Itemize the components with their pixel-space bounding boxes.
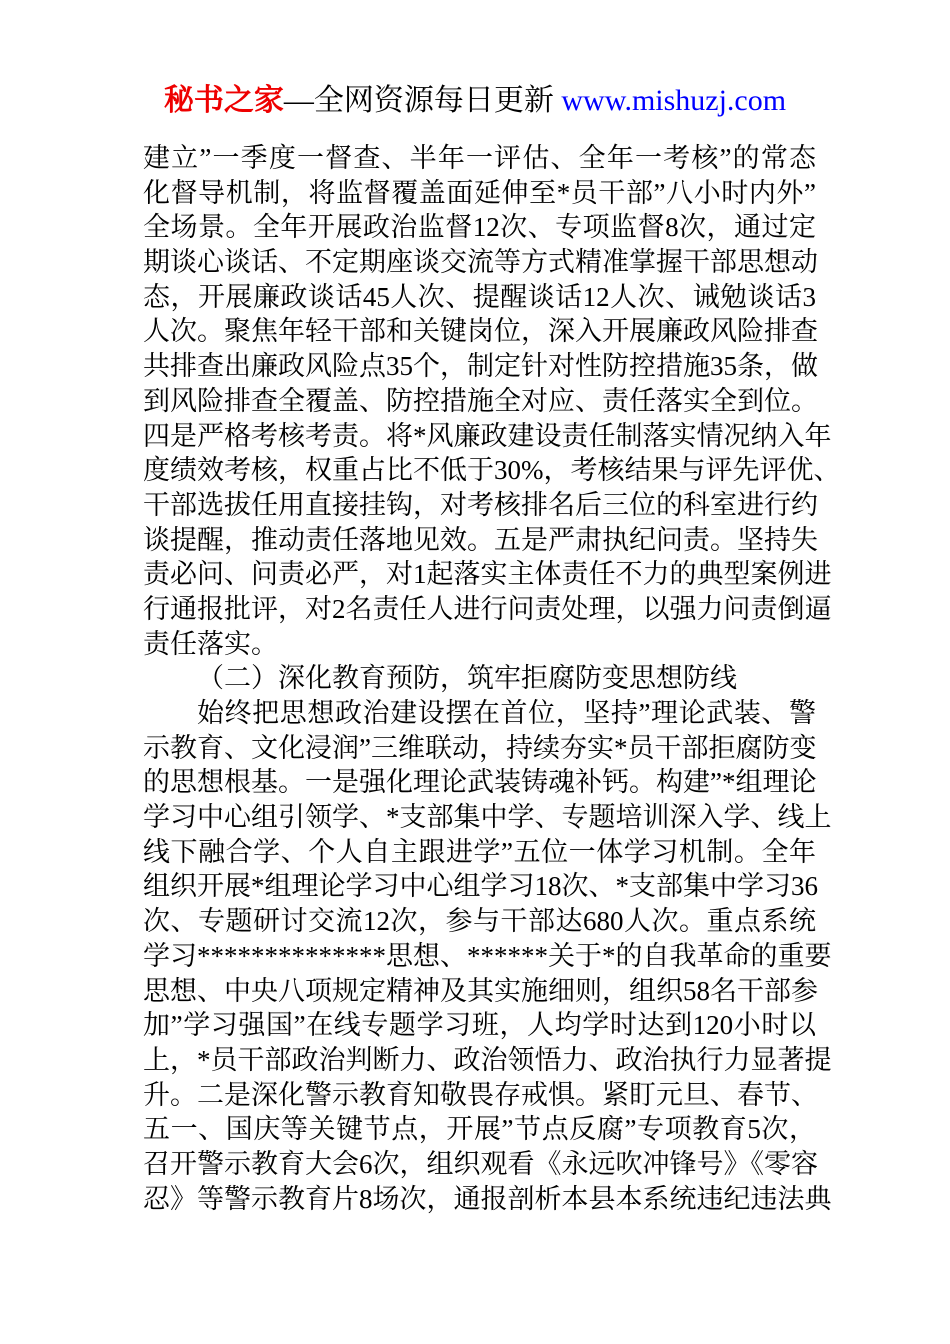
text-line: 人次。聚焦年轻干部和关键岗位，深入开展廉政风险排查	[143, 316, 818, 347]
text-line: 思想、中央八项规定精神及其实施细则，组织58名干部参	[143, 975, 818, 1006]
text-line: 期谈心谈话、不定期座谈交流等方式精准掌握干部思想动	[143, 247, 818, 278]
text-line: 态，开展廉政谈话45人次、提醒谈话12人次、诫勉谈话3	[143, 281, 816, 312]
text-line: 加”学习强国”在线专题学习班，人均学时达到120小时以	[143, 1010, 816, 1041]
text-line: 责必问、问责必严，对1起落实主体责任不力的典型案例进	[143, 559, 832, 590]
text-line: 全场景。全年开展政治监督12次、专项监督8次，通过定	[143, 212, 816, 243]
document-body	[143, 141, 841, 1216]
text-line: 的思想根基。一是强化理论武装铸魂补钙。构建”*组理论	[143, 767, 817, 798]
text-line: 建立”一季度一督查、半年一评估、全年一考核”的常态	[143, 143, 816, 173]
text-line: 共排查出廉政风险点35个，制定针对性防控措施35条，做	[143, 351, 818, 382]
text-line: 始终把思想政治建设摆在首位，坚持”理论武装、警	[197, 698, 816, 728]
site-brand: 秘书之家	[163, 84, 284, 117]
text-line: 示教育、文化浸润”三维联动，持续夯实*员干部拒腐防变	[143, 732, 817, 763]
text-line: （二）深化教育预防，筑牢拒腐防变思想防线	[197, 663, 737, 694]
text-line: 四是严格考核考责。将*风廉政建设责任制落实情况纳入年	[143, 420, 832, 451]
text-line: 升。二是深化警示教育知敬畏存戒惧。紧盯元旦、春节、	[143, 1079, 818, 1110]
site-url-link[interactable]: www.mishuzj.com	[561, 84, 787, 117]
text-line: 到风险排查全覆盖、防控措施全对应、责任落实全到位。	[143, 385, 818, 416]
text-line: 化督导机制，将监督覆盖面延伸至*员干部”八小时内外”	[143, 177, 816, 208]
text-line: 行通报批评，对2名责任人进行问责处理，以强力问责倒逼	[143, 593, 832, 624]
text-line: 组织开展*组理论学习中心组学习18次、*支部集中学习36	[143, 871, 818, 902]
text-line: 五一、国庆等关键节点，开展”节点反腐”专项教育5次，	[143, 1114, 816, 1145]
text-line: 上，*员干部政治判断力、政治领悟力、政治执行力显著提	[143, 1044, 832, 1075]
text-line: 谈提醒，推动责任落地见效。五是严肃执纪问责。坚持失	[143, 524, 818, 555]
text-line: 线下融合学、个人自主跟进学”五位一体学习机制。全年	[143, 836, 816, 867]
text-line: 召开警示教育大会6次，组织观看《永远吹冲锋号》《零容	[143, 1148, 818, 1179]
text-line: 次、专题研讨交流12次，参与干部达680人次。重点系统	[143, 906, 816, 937]
text-line: 学习**************思想、******关于*的自我革命的重要	[143, 940, 832, 971]
text-line: 度绩效考核，权重占比不低于30%，考核结果与评先评优、	[143, 455, 841, 486]
site-header	[0, 82, 950, 120]
text-line: 干部选拔任用直接挂钩，对考核排名后三位的科室进行约	[143, 489, 818, 520]
site-tagline: —全网资源每日更新	[283, 84, 562, 117]
text-line: 责任落实。	[143, 628, 278, 659]
text-line: 忍》等警示教育片8场次，通报剖析本县本系统违纪违法典	[143, 1183, 832, 1214]
text-line: 学习中心组引领学、*支部集中学、专题培训深入学、线上	[143, 802, 832, 833]
